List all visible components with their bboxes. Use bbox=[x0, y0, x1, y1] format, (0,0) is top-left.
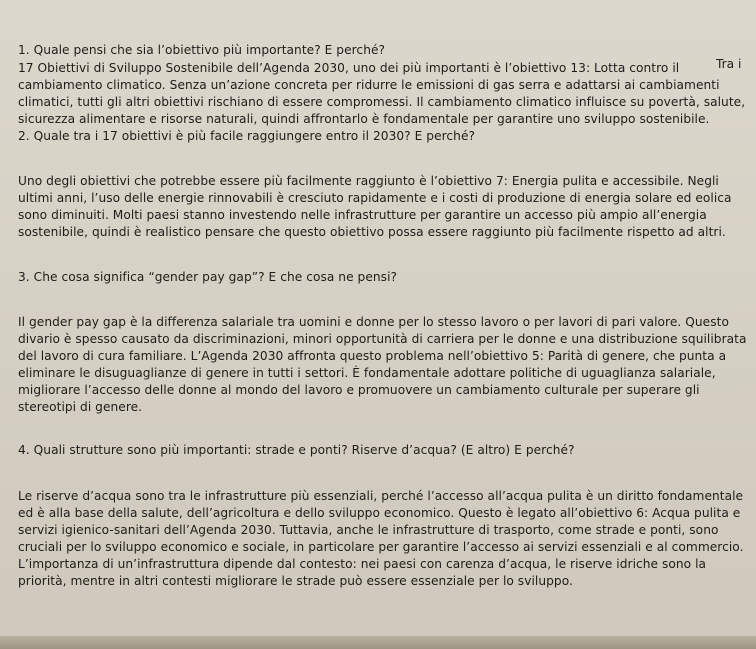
question-4: 4. Quali strutture sono più importanti: strade e ponti? Riserve d’acqua? (E altro) E perché? bbox=[18, 443, 575, 457]
question-2: 2. Quale tra i 17 obiettivi è più facile raggiungere entro il 2030? E perché? bbox=[18, 129, 476, 143]
answer-3-line-5: migliorare l’accesso delle donne al mondo del lavoro e promuovere un cambiamento culturale per superare gli bbox=[18, 383, 700, 397]
answer-1-line-2: cambiamento climatico. Senza un’azione concreta per ridurre le emissioni di gas serra e adattarsi ai cambiamenti bbox=[18, 78, 720, 92]
answer-1-line-4: sicurezza alimentare e risorse naturali, quindi affrontarlo è fondamentale per garantire uno sviluppo sostenibile. bbox=[18, 112, 710, 126]
answer-2-line-1: Uno degli obiettivi che potrebbe essere più facilmente raggiunto è l’obiettivo 7: Energia pulita e accessibile. Negli bbox=[18, 174, 719, 188]
answer-3-line-6: stereotipi di genere. bbox=[18, 400, 143, 414]
answer-4-line-4: cruciali per lo sviluppo economico e sociale, in particolare per garantire l’accesso ai servizi essenziali e al commercio. bbox=[18, 540, 744, 554]
answer-4-line-3: servizi igienico-sanitari dell’Agenda 2030. Tuttavia, anche le infrastrutture di trasporto, come strade e ponti, sono bbox=[18, 523, 719, 537]
question-3: 3. Che cosa significa “gender pay gap”? E che cosa ne pensi? bbox=[18, 270, 398, 284]
page-bottom-edge bbox=[0, 636, 756, 649]
answer-1-line-1: 17 Obiettivi di Sviluppo Sostenibile dell’Agenda 2030, uno dei più importanti è l’obiettivo 13: Lotta contro il bbox=[18, 61, 680, 75]
answer-1-line-3: climatici, tutti gli altri obiettivi rischiano di essere compromessi. Il cambiamento climatico influisce su povertà, salute, bbox=[18, 95, 746, 109]
answer-2-line-3: sono diminuiti. Molti paesi stanno investendo nelle infrastrutture per garantire un accesso più ampio all’energia bbox=[18, 208, 707, 222]
question-1: 1. Quale pensi che sia l’obiettivo più importante? E perché? bbox=[18, 43, 386, 57]
answer-3-line-4: eliminare le disuguaglianze di genere in tutti i settori. È fondamentale adottare politiche di uguaglianza salariale, bbox=[18, 366, 716, 380]
answer-4-line-2: ed è alla base della salute, dell’agricoltura e dello sviluppo economico. Questo è legato all’obiettivo 6: Acqua pulita e bbox=[18, 506, 741, 520]
answer-3-line-3: del lavoro di cura familiare. L’Agenda 2030 affronta questo problema nell’obiettivo 5: Parità di genere, che punta a bbox=[18, 349, 727, 363]
answer-2-line-4: sostenibile, quindi è realistico pensare che questo obiettivo possa essere raggiunto più facilmente rispetto ad altri. bbox=[18, 225, 726, 239]
answer-2-line-2: ultimi anni, l’uso delle energie rinnovabili è cresciuto rapidamente e i costi di produzione di energia solare ed eolica bbox=[18, 191, 732, 205]
answer-3-line-2: divario è spesso causato da discriminazioni, minori opportunità di carriera per le donne e una distribuzione squilibrata bbox=[18, 332, 747, 346]
answer-4-line-1: Le riserve d’acqua sono tra le infrastrutture più essenziali, perché l’accesso all’acqua pulita è un diritto fondamentale bbox=[18, 489, 744, 503]
answer-3-line-1: Il gender pay gap è la differenza salariale tra uomini e donne per lo stesso lavoro o per lavori di pari valore. Questo bbox=[18, 315, 729, 329]
answer-4-line-5: L’importanza di un’infrastruttura dipende dal contesto: nei paesi con carenza d’acqua, le riserve idriche sono la bbox=[18, 557, 707, 571]
corner-note: Tra i bbox=[716, 57, 742, 71]
answer-4-line-6: priorità, mentre in altri contesti migliorare le strade può essere essenziale per lo sviluppo. bbox=[18, 574, 573, 588]
